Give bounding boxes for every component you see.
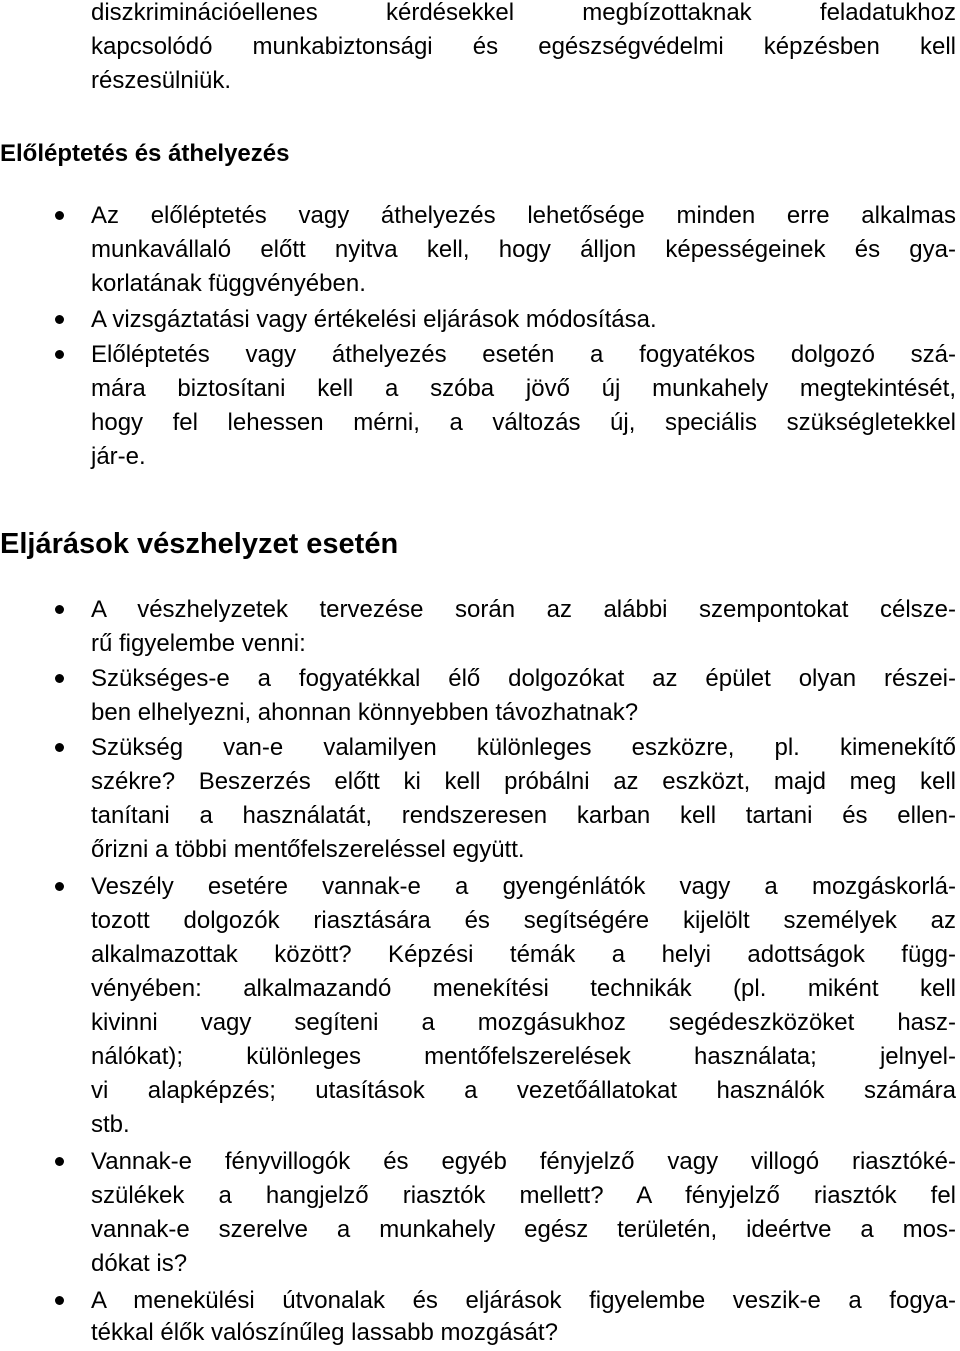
- text-line: alkalmazottak között? Képzési témák a helyi adottságok függ-: [91, 941, 956, 968]
- text-line: korlatának függvényében.: [91, 270, 366, 297]
- text-line: A vészhelyzetek tervezése során az alábbi szempontokat célsze-: [91, 596, 956, 623]
- text-line: Az előléptetés vagy áthelyezés lehetősége minden erre alkalmas: [91, 202, 956, 229]
- text-line: kivinni vagy segíteni a mozgásukhoz segédeszközöket hasz-: [91, 1009, 956, 1036]
- text-line: Szükséges-e a fogyatékkal élő dolgozókat az épület olyan részei-: [91, 665, 956, 692]
- text-line: szülékek a hangjelző riasztók mellett? A fényjelző riasztók fel: [91, 1182, 956, 1209]
- bullet-icon: [55, 1296, 64, 1305]
- text-line: diszkriminációellenes kérdésekkel megbízottaknak feladatukhoz: [91, 0, 956, 26]
- text-line: vényében: alkalmazandó menekítési technikák (pl. miként kell: [91, 975, 956, 1002]
- text-line: székre? Beszerzés előtt ki kell próbálni az eszközt, majd meg kell: [91, 768, 956, 795]
- text-line: dókat is?: [91, 1250, 188, 1277]
- text-line: hogy fel lehessen mérni, a változás új, speciális szükségletekkel: [91, 409, 956, 436]
- bullet-icon: [55, 882, 64, 891]
- text-line: A menekülési útvonalak és eljárások figyelembe veszik-e a fogya-: [91, 1287, 956, 1314]
- text-line: Előléptetés vagy áthelyezés esetén a fogyatékos dolgozó szá-: [91, 341, 956, 368]
- text-line: kapcsolódó munkabiztonsági és egészségvédelmi képzésben kell: [91, 33, 956, 60]
- text-line: Vannak-e fényvillogók és egyéb fényjelző vagy villogó riasztóké-: [91, 1148, 956, 1175]
- bullet-icon: [55, 315, 64, 324]
- text-line: részesülniük.: [91, 67, 232, 94]
- bullet-icon: [55, 674, 64, 683]
- bullet-icon: [55, 350, 64, 359]
- text-line: rű figyelembe venni:: [91, 630, 306, 657]
- text-line: stb.: [91, 1111, 130, 1138]
- text-line: tanítani a használatát, rendszeresen karban kell tartani és ellen-: [91, 802, 956, 829]
- text-line: őrizni a többi mentőfelszereléssel együtt.: [91, 836, 525, 863]
- text-line: vannak-e szerelve a munkahely egész területén, ideértve a mos-: [91, 1216, 956, 1243]
- bullet-icon: [55, 1157, 64, 1166]
- text-line: mára biztosítani kell a szóba jövő új munkahely megtekintését,: [91, 375, 956, 402]
- text-line: ben elhelyezni, ahonnan könnyebben távozhatnak?: [91, 699, 639, 726]
- bullet-icon: [55, 211, 64, 220]
- text-line: Szükség van-e valamilyen különleges eszközre, pl. kimenekítő: [91, 734, 956, 761]
- text-line: Veszély esetére vannak-e a gyengénlátók vagy a mozgáskorlá-: [91, 873, 956, 900]
- section-heading-emergency: Eljárások vészhelyzet esetén: [0, 528, 399, 560]
- text-line: tozott dolgozók riasztására és segítségére kijelölt személyek az: [91, 907, 956, 934]
- section-heading-promotion: Előléptetés és áthelyezés: [0, 140, 290, 167]
- text-line: jár-e.: [91, 443, 146, 470]
- text-line: A vizsgáztatási vagy értékelési eljárások módosítása.: [91, 306, 657, 333]
- text-line: vi alapképzés; utasítások a vezetőállatokat használók számára: [91, 1077, 956, 1104]
- bullet-icon: [55, 743, 64, 752]
- text-line: munkavállaló előtt nyitva kell, hogy álljon képességeinek és gya-: [91, 236, 956, 263]
- bullet-icon: [55, 605, 64, 614]
- text-line: nálókat); különleges mentőfelszerelések használata; jelnyel-: [91, 1043, 956, 1070]
- text-line: tékkal élők valószínűleg lassabb mozgását?: [91, 1319, 558, 1346]
